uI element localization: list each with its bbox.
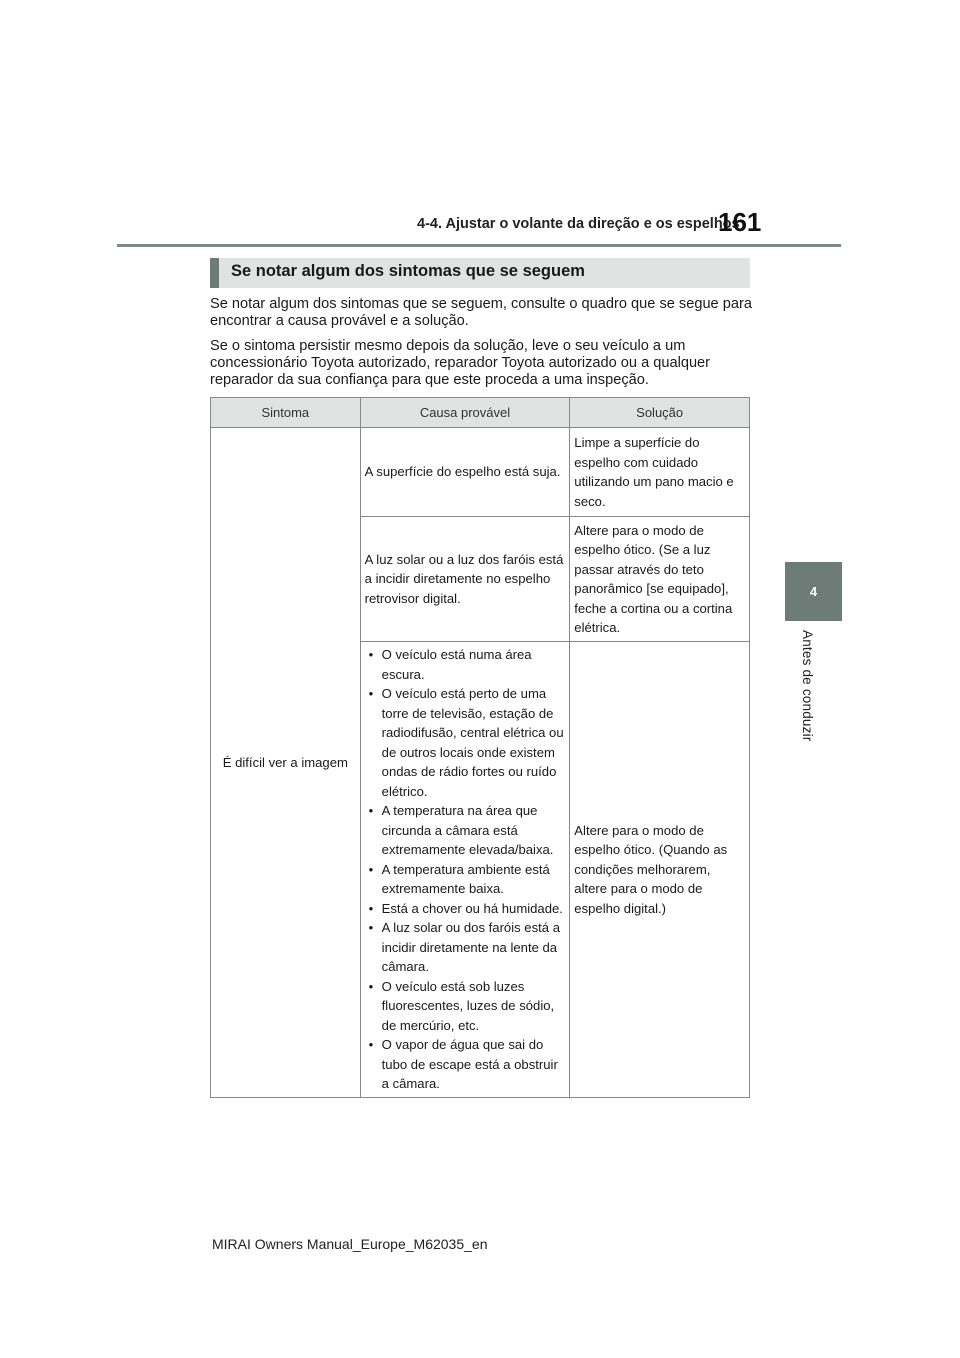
list-item: • O vapor de água que sai do tubo de escape está a obstruir a câmara. xyxy=(365,1035,566,1094)
list-item: • O veículo está sob luzes fluorescentes, luzes de sódio, de mercúrio, etc. xyxy=(365,977,566,1036)
list-item: • O veículo está perto de uma torre de televisão, estação de radiodifusão, central elétrica ou de outros locais onde existem ondas de rádio fortes ou ruído elétrico. xyxy=(365,684,566,801)
solution-cell: Altere para o modo de espelho ótico. (Quando as condições melhorarem, altere para o modo de espelho digital.) xyxy=(570,642,750,1098)
section-heading xyxy=(210,258,750,288)
note-paragraph: Se o sintoma persistir mesmo depois da solução, leve o seu veículo a um concessionário Toyota autorizado, reparador Toyota autorizado ou a qualquer reparador da sua confiança para que este proceda a uma inspeção. xyxy=(210,338,711,388)
list-item: • A luz solar ou dos faróis está a incidir diretamente na lente da câmara. xyxy=(365,918,566,977)
section-heading-text: Se notar algum dos sintomas que se seguem xyxy=(231,262,585,280)
cause-cell: A superfície do espelho está suja. xyxy=(360,428,570,517)
table-row xyxy=(211,428,750,517)
list-item: • A temperatura ambiente está extremamente baixa. xyxy=(365,860,566,899)
table-header-row xyxy=(211,398,750,428)
intro-paragraph: Se notar algum dos sintomas que se seguem, consulte o quadro que se segue para encontrar a causa provável e a solução. xyxy=(210,296,752,329)
solution-cell: Limpe a superfície do espelho com cuidado utilizando um pano macio e seco. xyxy=(570,428,750,517)
footer-manual-id: MIRAI Owners Manual_Europe_M62035_en xyxy=(212,1236,488,1252)
header-divider xyxy=(117,244,841,247)
chapter-number: 4 xyxy=(809,584,818,599)
chapter-tab xyxy=(785,562,842,621)
list-item: • A temperatura na área que circunda a câmara está extremamente elevada/baixa. xyxy=(365,801,566,860)
list-item: • O veículo está numa área escura. xyxy=(365,645,566,684)
header-cause: Causa provável xyxy=(360,398,570,428)
solution-cell: Altere para o modo de espelho ótico. (Se a luz passar através do teto panorâmico [se equipado], feche a cortina ou a cortina elétrica. xyxy=(570,517,750,642)
page-number: 161 xyxy=(718,207,762,237)
section-breadcrumb: 4-4. Ajustar o volante da direção e os espelhos xyxy=(417,216,740,232)
list-item: • Está a chover ou há humidade. xyxy=(365,899,566,919)
chapter-label: Antes de conduzir xyxy=(800,630,815,742)
symptom-table xyxy=(210,397,750,1098)
header-solution: Solução xyxy=(570,398,750,428)
cause-list xyxy=(365,645,566,1094)
cause-cell xyxy=(360,642,570,1098)
symptom-cell: É difícil ver a imagem xyxy=(211,428,361,1098)
cause-cell: A luz solar ou a luz dos faróis está a incidir diretamente no espelho retrovisor digital. xyxy=(360,517,570,642)
header-symptom: Sintoma xyxy=(211,398,361,428)
